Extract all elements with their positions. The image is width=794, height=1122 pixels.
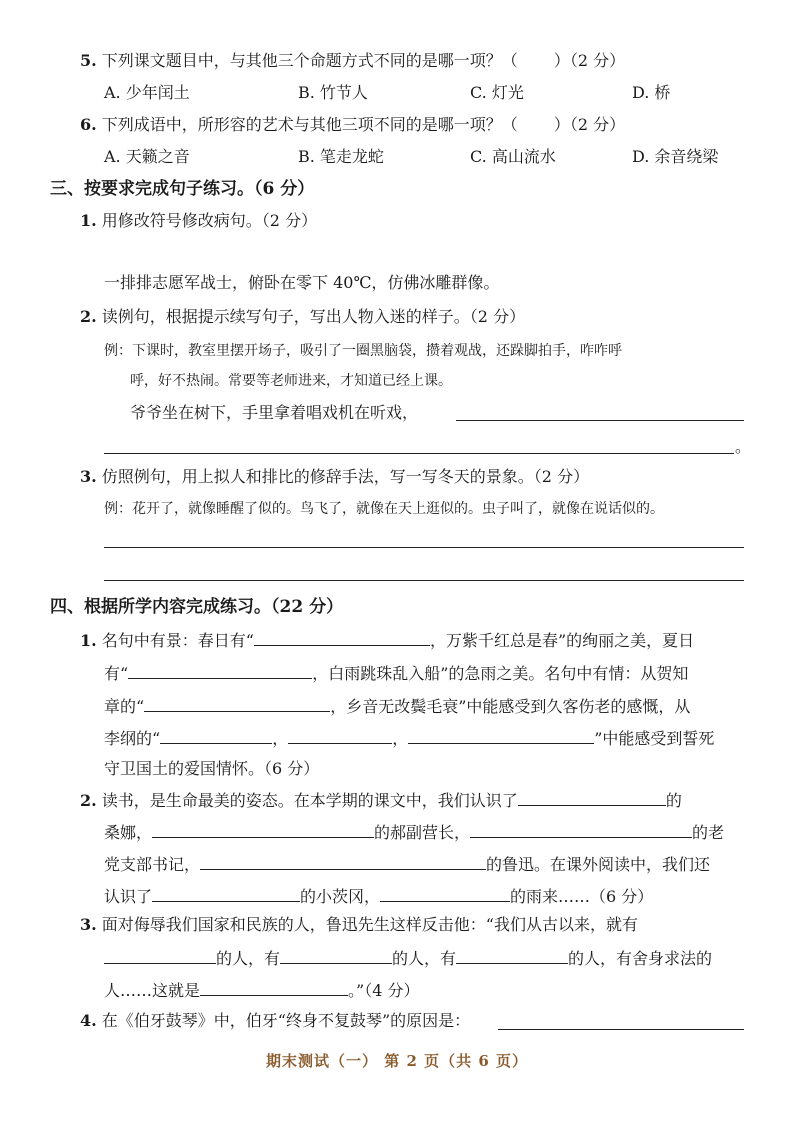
s4-q2-line3 bbox=[104, 852, 710, 876]
q6-option-d[interactable]: D. 余音绕梁 bbox=[632, 147, 719, 166]
s3-q1-line bbox=[80, 210, 317, 232]
q6-text: 下列成语中，所形容的艺术与其他三项不同的是哪一项？（ bbox=[101, 115, 518, 134]
s3-q2-answer-line-2[interactable] bbox=[104, 453, 734, 454]
q5-option-b[interactable]: B. 竹节人 bbox=[298, 83, 368, 102]
s4-q1-text: ，乡音无改鬓毛衰”中能感受到久客伤老的感慨，从 bbox=[330, 697, 691, 716]
s4-q2-text: 的鲁迅。在课外阅读中，我们还 bbox=[486, 855, 711, 874]
blank-ligang-1[interactable] bbox=[160, 726, 272, 744]
s4-q2-text: 的老 bbox=[692, 823, 725, 842]
s3-q3-answer-line-1[interactable] bbox=[104, 547, 744, 548]
s4-q1-text: ， bbox=[392, 729, 409, 748]
q5-score: ）（2 分） bbox=[553, 51, 626, 70]
s3-q1-number: 1. bbox=[80, 211, 97, 230]
q5-line bbox=[80, 50, 625, 72]
q5-option-c[interactable]: C. 灯光 bbox=[470, 83, 524, 102]
s3-q2-example-line1: 例：下课时，教室里摆开场子，吸引了一圈黑脑袋，攒着观战，还跺脚拍手，咋咋呼 bbox=[104, 343, 622, 359]
s4-q2-text: 的郝副营长， bbox=[374, 823, 471, 842]
s3-q2-line bbox=[80, 306, 525, 328]
s4-q2-text: 认识了 bbox=[104, 887, 153, 906]
s4-q2-line2 bbox=[104, 820, 724, 844]
s4-q3-line1 bbox=[80, 914, 638, 936]
blank-summer-poem[interactable] bbox=[128, 661, 312, 679]
s4-q2-text: 的雨来……（6 分） bbox=[510, 887, 654, 906]
s4-q1-line2 bbox=[104, 661, 688, 685]
s4-q1-text: 李纲的“ bbox=[104, 729, 161, 748]
s4-q1-text: 有“ bbox=[104, 664, 129, 683]
s4-q1-line1 bbox=[80, 628, 694, 652]
blank-yulai[interactable] bbox=[380, 884, 510, 902]
q6-score: ）（2 分） bbox=[553, 115, 626, 134]
s4-q2-text: 桑娜， bbox=[104, 823, 153, 842]
blank-ligang-3[interactable] bbox=[408, 726, 594, 744]
q6-number: 6. bbox=[80, 115, 97, 134]
s3-q2-answer-line-1[interactable] bbox=[456, 420, 744, 421]
page-footer: 期末测试（一） 第 2 页（共 6 页） bbox=[266, 1052, 528, 1070]
blank-luxun[interactable] bbox=[200, 852, 486, 870]
q6-option-a[interactable]: A. 天籁之音 bbox=[104, 147, 190, 166]
blank-kind-of-people-2[interactable] bbox=[280, 946, 392, 964]
s4-q2-number: 2. bbox=[80, 791, 97, 810]
s4-q4-number: 4. bbox=[80, 1011, 97, 1030]
q5-text: 下列课文题目中，与其他三个命题方式不同的是哪一项？（ bbox=[101, 51, 518, 70]
s4-q2-text: 的 bbox=[665, 791, 682, 810]
blank-hao-commander[interactable] bbox=[152, 820, 374, 838]
blank-party-secretary[interactable] bbox=[470, 820, 692, 838]
q5-option-a[interactable]: A. 少年闰土 bbox=[104, 83, 190, 102]
s4-q4-answer-line[interactable] bbox=[498, 1029, 744, 1030]
q6-line bbox=[80, 114, 625, 136]
section-4-title: 四、根据所学内容完成练习。（22 分） bbox=[50, 597, 344, 617]
s4-q2-text: 读书，是生命最美的姿态。在本学期的课文中，我们认识了 bbox=[101, 791, 518, 810]
s4-q1-line5: 守卫国土的爱国情怀。（6 分） bbox=[104, 759, 320, 778]
blank-hezhizhang-poem[interactable] bbox=[144, 694, 330, 712]
s3-q3-line bbox=[80, 466, 589, 488]
s3-q2-text: 读例句，根据提示续写句子，写出人物入迷的样子。（2 分） bbox=[101, 307, 526, 326]
s4-q1-text: ， bbox=[272, 729, 289, 748]
s3-q2-example-line2: 呼，好不热闹。常要等老师进来，才知道已经上课。 bbox=[130, 373, 452, 389]
s3-q2-end-mark: 。 bbox=[735, 437, 752, 456]
s4-q2-text: 的小茨冈， bbox=[300, 887, 381, 906]
s3-q3-number: 3. bbox=[80, 467, 97, 486]
q6-option-c[interactable]: C. 高山流水 bbox=[470, 147, 556, 166]
s4-q3-line2 bbox=[104, 946, 712, 970]
s4-q3-text: 的人，有 bbox=[216, 949, 281, 968]
s3-q3-text: 仿照例句，用上拟人和排比的修辞手法，写一写冬天的景象。（2 分） bbox=[101, 467, 590, 486]
s4-q1-text: 章的“ bbox=[104, 697, 145, 716]
s4-q2-line1 bbox=[80, 788, 682, 812]
blank-kind-of-people-3[interactable] bbox=[456, 946, 568, 964]
blank-little-gypsy[interactable] bbox=[152, 884, 300, 902]
s4-q3-text: 人……这就是 bbox=[104, 981, 201, 1000]
s3-q2-number: 2. bbox=[80, 307, 97, 326]
s4-q3-text: 的人，有 bbox=[392, 949, 457, 968]
s4-q2-text: 党支部书记， bbox=[104, 855, 201, 874]
s3-q1-text: 用修改符号修改病句。（2 分） bbox=[101, 211, 318, 230]
s4-q1-number: 1. bbox=[80, 631, 97, 650]
s4-q1-text: ，白雨跳珠乱入船”的急雨之美。名句中有情：从贺知 bbox=[312, 664, 689, 683]
s4-q1-line4 bbox=[104, 726, 714, 750]
s4-q1-text: ，万紫千红总是春”的绚丽之美，夏日 bbox=[429, 631, 695, 650]
s3-q1-sentence[interactable]: 一排排志愿军战士，俯卧在零下 40℃，仿佛冰雕群像。 bbox=[104, 273, 500, 292]
s4-q1-text: ”中能感受到誓死 bbox=[594, 729, 715, 748]
blank-ligang-2[interactable] bbox=[288, 726, 392, 744]
s4-q3-line3 bbox=[104, 978, 419, 1002]
s4-q4-text: 在《伯牙鼓琴》中，伯牙“终身不复鼓琴”的原因是： bbox=[101, 1011, 471, 1030]
s4-q3-text: 的人，有舍身求法的 bbox=[568, 949, 713, 968]
s4-q3-text: 。”（4 分） bbox=[348, 981, 420, 1000]
blank-kind-of-people-1[interactable] bbox=[104, 946, 216, 964]
blank-sangna[interactable] bbox=[518, 788, 666, 806]
blank-spring-poem[interactable] bbox=[254, 628, 430, 646]
s3-q3-answer-line-2[interactable] bbox=[104, 580, 744, 581]
s4-q2-line4 bbox=[104, 884, 653, 908]
s4-q1-text: 名句中有景：春日有“ bbox=[101, 631, 254, 650]
q5-number: 5. bbox=[80, 51, 97, 70]
s3-q3-example: 例：花开了，就像睡醒了似的。鸟飞了，就像在天上逛似的。虫子叫了，就像在说话似的。 bbox=[104, 501, 664, 517]
s4-q1-line3 bbox=[104, 694, 690, 718]
s4-q3-number: 3. bbox=[80, 915, 97, 934]
section-3-title: 三、按要求完成句子练习。（6 分） bbox=[50, 179, 315, 199]
blank-backbone[interactable] bbox=[200, 978, 348, 996]
q5-option-d[interactable]: D. 桥 bbox=[632, 83, 671, 102]
s3-q2-prompt: 爷爷坐在树下，手里拿着唱戏机在听戏， bbox=[130, 403, 419, 422]
s4-q3-text: 面对侮辱我们国家和民族的人，鲁迅先生这样反击他：“我们从古以来，就有 bbox=[101, 915, 638, 934]
q6-option-b[interactable]: B. 笔走龙蛇 bbox=[298, 147, 384, 166]
s4-q4-line bbox=[80, 1010, 470, 1032]
